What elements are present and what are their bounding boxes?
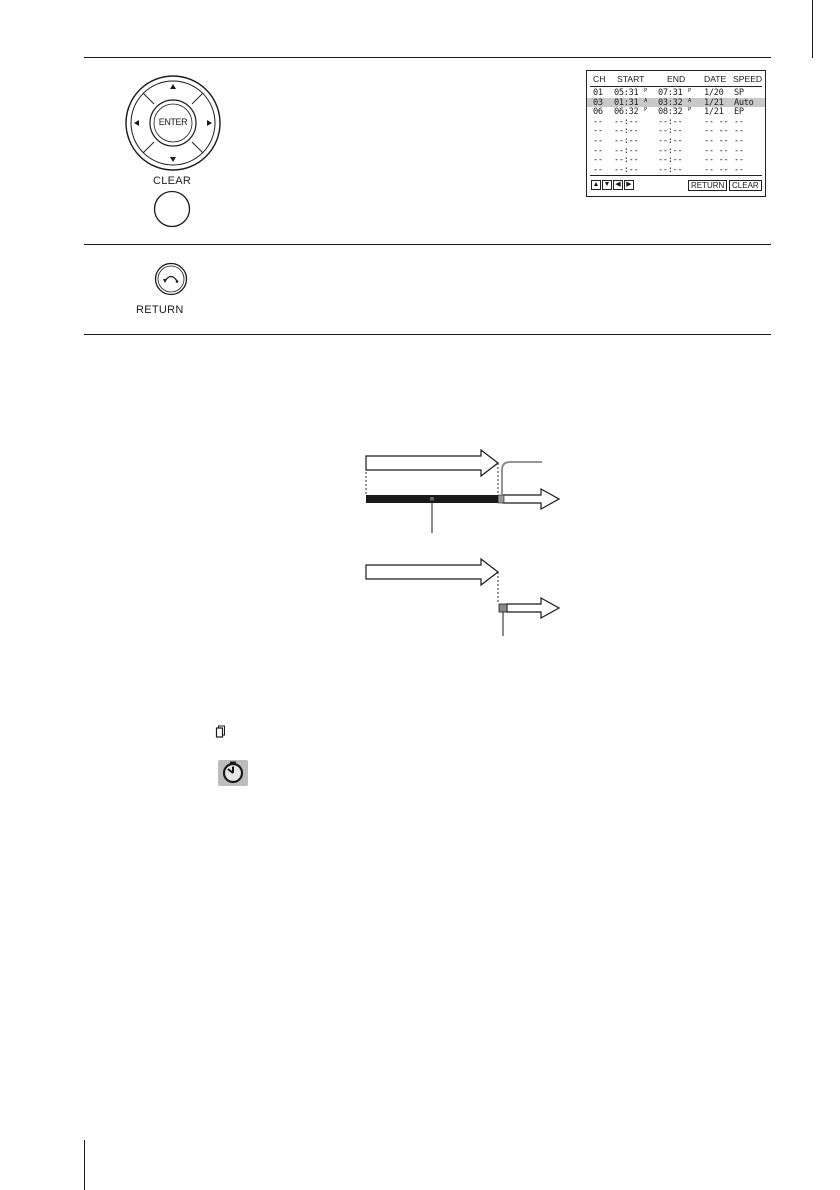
page-footer-bar [84, 1140, 85, 1190]
document-copy-icon [215, 725, 227, 739]
timer-cell-speed: -- [734, 135, 744, 146]
return-button-label: RETURN [136, 304, 184, 316]
timer-cell-end-ap: P [688, 88, 692, 94]
timer-cell-speed: -- [734, 145, 744, 156]
osd-return-button: RETURN [688, 180, 727, 191]
timer-cell-ch: 01 [593, 88, 603, 98]
timer-cell-speed: -- [734, 116, 744, 127]
timer-list-row[interactable] [587, 136, 765, 146]
timer-cell-end: --:-- [658, 155, 683, 166]
timer-cell-ch: -- [593, 126, 603, 137]
header-ch: CH [593, 74, 606, 84]
timer-list-row[interactable] [587, 98, 765, 108]
callout-bracket [502, 462, 542, 495]
timer-cell-ch: 03 [593, 97, 603, 108]
timer-cell-date: 1/21 [704, 97, 724, 108]
header-divider [590, 86, 762, 87]
enter-button-label[interactable]: ENTER [158, 117, 188, 127]
timer-cell-date: -- -- [704, 116, 729, 127]
header-date: DATE [704, 74, 727, 84]
timer-list-footer [591, 180, 761, 192]
programme-arrow-3 [366, 559, 498, 585]
timer-cell-end: --:-- [658, 126, 683, 137]
timer-cell-start: 05:31 [614, 88, 639, 98]
timer-cell-speed: -- [734, 155, 744, 166]
page-edge-marker [812, 0, 813, 58]
timer-list-row[interactable] [587, 146, 765, 156]
timer-cell-end: --:-- [658, 164, 683, 175]
timer-cell-start: --:-- [614, 116, 639, 127]
table-top-rule [84, 57, 771, 58]
timer-cell-ch: -- [593, 135, 603, 146]
timer-clock-icon [218, 760, 248, 786]
table-bottom-rule [84, 334, 771, 335]
timer-list-row[interactable] [587, 165, 765, 175]
timer-cell-date: -- -- [704, 126, 729, 137]
timer-cell-date: 1/20 [704, 88, 724, 98]
header-speed: SPEED [733, 74, 763, 84]
timer-cell-date: -- -- [704, 155, 729, 166]
timer-list-screen [586, 70, 766, 197]
programme-arrow-2 [366, 489, 559, 509]
timer-cell-speed: -- [734, 126, 744, 137]
timer-list-row[interactable] [587, 107, 765, 117]
timer-cell-end: 03:32 [658, 97, 683, 108]
timer-cell-start: --:-- [614, 135, 639, 146]
timer-list-row[interactable] [587, 88, 765, 98]
timer-cell-end-ap: A [688, 97, 692, 104]
timer-cell-speed: EP [734, 107, 744, 118]
timer-list-row[interactable] [587, 155, 765, 165]
timer-cell-speed: SP [734, 88, 744, 98]
return-button[interactable] [154, 262, 188, 296]
timer-cell-start-ap: A [644, 97, 648, 104]
timer-list-row[interactable] [587, 126, 765, 136]
timer-cell-start: --:-- [614, 164, 639, 175]
clear-button-label: CLEAR [153, 175, 192, 187]
timer-cell-start-ap: P [644, 107, 648, 114]
timer-cell-speed: -- [734, 164, 744, 175]
timer-list-row[interactable] [587, 117, 765, 127]
timer-cell-start: 01:31 [614, 97, 639, 108]
timer-cell-date: -- -- [704, 135, 729, 146]
right-arrow-icon: ▶ [624, 180, 634, 190]
timer-cell-speed: Auto [734, 97, 754, 108]
timer-cell-end: --:-- [658, 116, 683, 127]
timer-cell-ch: -- [593, 116, 603, 127]
timer-cell-date: 1/21 [704, 107, 724, 118]
timer-cell-ch: -- [593, 155, 603, 166]
timer-cell-date: -- -- [704, 145, 729, 156]
table-mid-rule [84, 244, 771, 245]
cut-segment-2 [499, 604, 507, 612]
osd-clear-button: CLEAR [729, 180, 762, 191]
down-arrow-icon: ▼ [603, 181, 611, 188]
timer-cell-ch: 06 [593, 107, 603, 118]
cut-segment [498, 495, 504, 503]
header-end: END [667, 74, 686, 84]
timer-cell-end: --:-- [658, 135, 683, 146]
timer-list-rows [587, 88, 765, 174]
timer-cell-date: -- -- [704, 164, 729, 175]
timer-cell-start: --:-- [614, 126, 639, 137]
timer-cell-start: --:-- [614, 145, 639, 156]
timer-cell-end: 07:31 [658, 88, 683, 98]
timer-cell-start: --:-- [614, 155, 639, 166]
clear-button[interactable] [153, 190, 191, 228]
direction-pad[interactable] [124, 74, 222, 172]
footer-divider [590, 175, 762, 176]
left-arrow-icon: ◀ [613, 180, 623, 190]
timer-cell-start-ap: P [644, 88, 648, 94]
timer-cell-ch: -- [593, 145, 603, 156]
timer-cell-end-ap: P [688, 107, 692, 114]
timer-cell-start: 06:32 [614, 107, 639, 118]
timer-cell-end: --:-- [658, 145, 683, 156]
recording-overlap-diagram [360, 448, 570, 638]
up-arrow-icon: ▲ [592, 181, 600, 188]
timer-cell-end: 08:32 [658, 107, 683, 118]
programme-arrow-1 [366, 450, 498, 476]
timer-cell-ch: -- [593, 164, 603, 175]
programme-arrow-4 [507, 598, 559, 618]
header-start: START [617, 74, 645, 84]
